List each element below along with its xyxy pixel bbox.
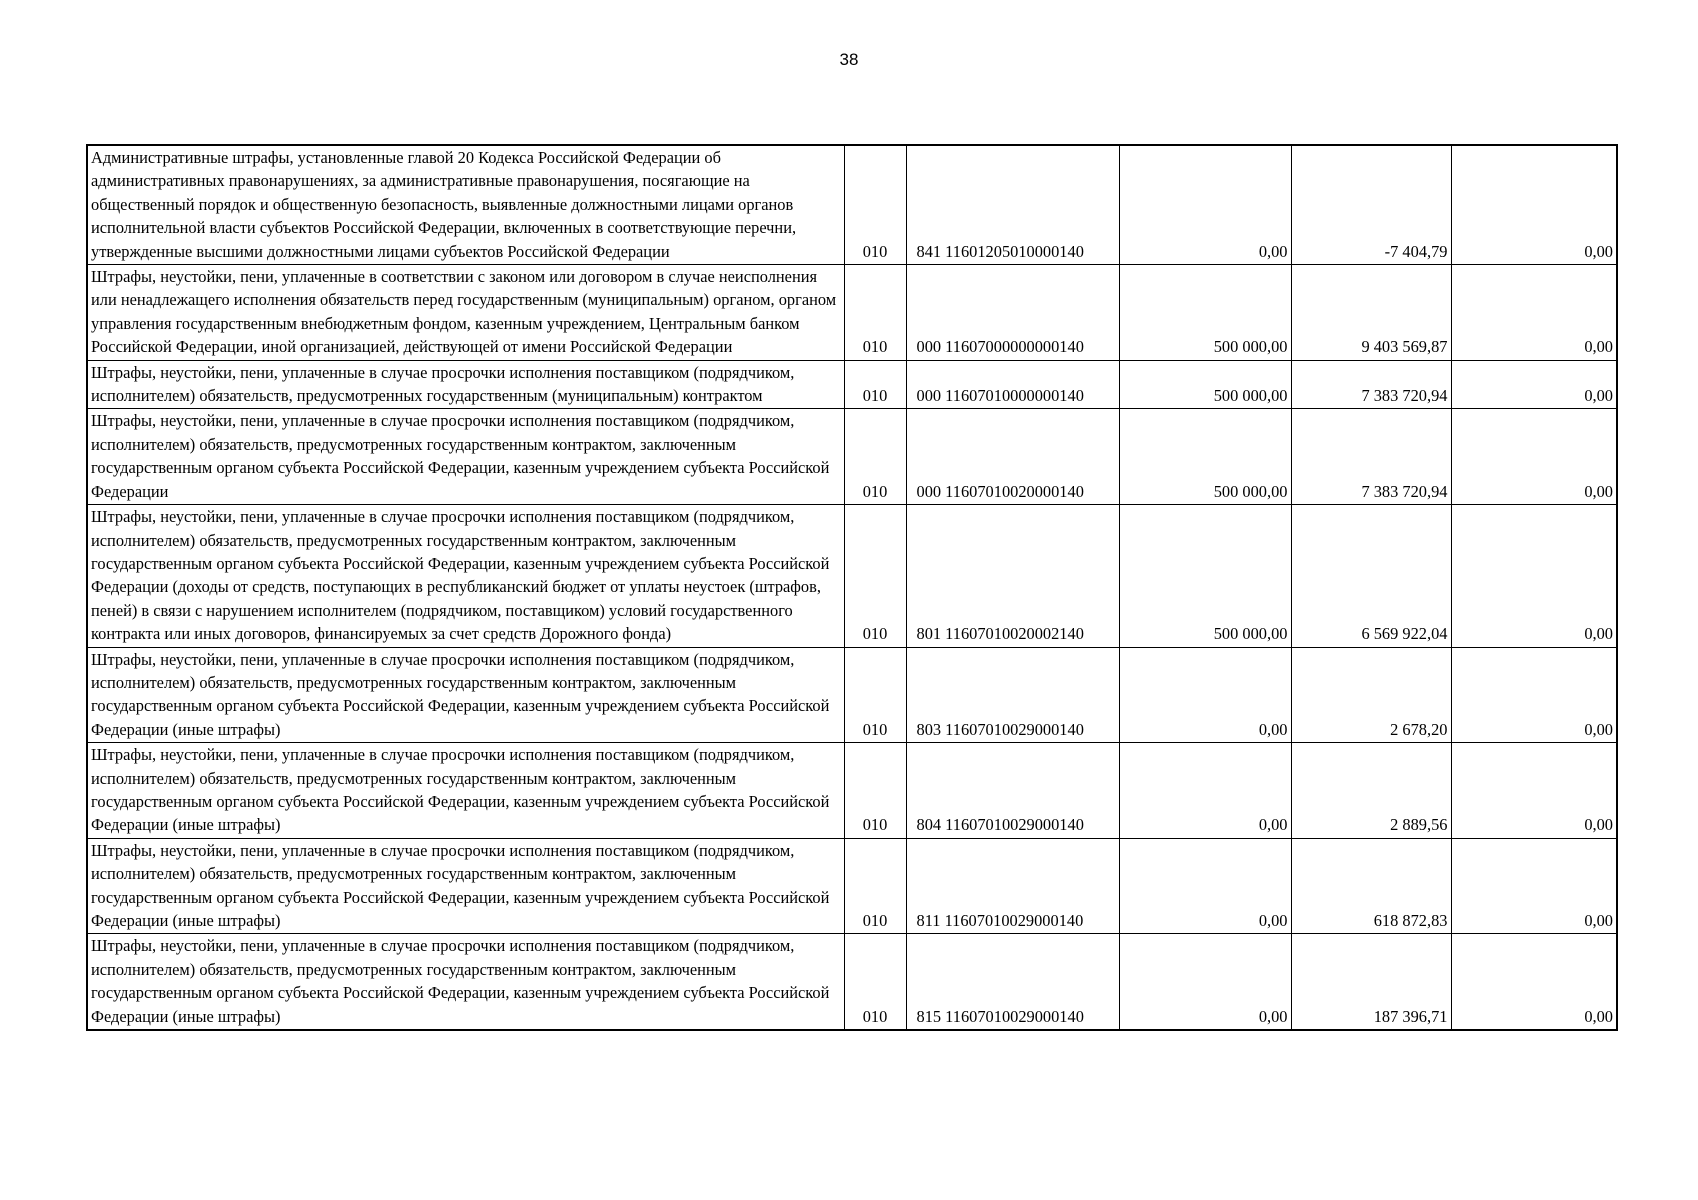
table-row [87, 145, 1617, 265]
table-row [87, 647, 1617, 743]
line-code-cell: 010 [844, 743, 906, 839]
income-code-cell: 000 11607010020000140 [906, 409, 1119, 505]
income-name-cell: Штрафы, неустойки, пени, уплаченные в случае просрочки исполнения поставщиком (подрядчиком, исполнителем) обязательств, предусмотренных государственным контрактом, заключенным государственным органом субъекта Российской Федерации, казенным учреждением субъекта Российской Федерации (иные штрафы) [87, 743, 844, 839]
line-code-cell: 010 [844, 838, 906, 934]
executed-cell: -7 404,79 [1291, 145, 1451, 265]
income-name-cell: Штрафы, неустойки, пени, уплаченные в соответствии с законом или договором в случае неисполнения или ненадлежащего исполнения обязательств перед государственным (муниципальным) органом, органом управления государственным внебюджетным фондом, казенным учреждением, Центральным банком Российской Федерации, иной организацией, действующей от имени Российской Федерации [87, 265, 844, 361]
unexecuted-cell: 0,00 [1451, 409, 1617, 505]
planned-cell: 0,00 [1119, 743, 1291, 839]
executed-cell: 2 889,56 [1291, 743, 1451, 839]
line-code-cell: 010 [844, 934, 906, 1030]
table-row [87, 265, 1617, 361]
income-name-cell: Административные штрафы, установленные главой 20 Кодекса Российской Федерации об административных правонарушениях, за административные правонарушения, посягающие на общественный порядок и общественную безопасность, выявленные должностными лицами органов исполнительной власти субъектов Российской Федерации, включенных в соответствующие перечни, утвержденные высшими должностными лицами субъектов Российской Федерации [87, 145, 844, 265]
planned-cell: 0,00 [1119, 647, 1291, 743]
planned-cell: 500 000,00 [1119, 505, 1291, 647]
income-code-cell: 811 11607010029000140 [906, 838, 1119, 934]
income-code-cell: 815 11607010029000140 [906, 934, 1119, 1030]
income-table [86, 144, 1618, 1031]
line-code-cell: 010 [844, 360, 906, 409]
income-name-cell: Штрафы, неустойки, пени, уплаченные в случае просрочки исполнения поставщиком (подрядчиком, исполнителем) обязательств, предусмотренных государственным контрактом, заключенным государственным органом субъекта Российской Федерации, казенным учреждением субъекта Российской Федерации (иные штрафы) [87, 647, 844, 743]
table-row [87, 838, 1617, 934]
unexecuted-cell: 0,00 [1451, 145, 1617, 265]
planned-cell: 0,00 [1119, 838, 1291, 934]
line-code-cell: 010 [844, 409, 906, 505]
income-table-body [87, 145, 1617, 1030]
executed-cell: 6 569 922,04 [1291, 505, 1451, 647]
unexecuted-cell: 0,00 [1451, 360, 1617, 409]
executed-cell: 618 872,83 [1291, 838, 1451, 934]
page-number: 38 [839, 50, 859, 69]
unexecuted-cell: 0,00 [1451, 838, 1617, 934]
income-code-cell: 801 11607010020002140 [906, 505, 1119, 647]
line-code-cell: 010 [844, 505, 906, 647]
unexecuted-cell: 0,00 [1451, 505, 1617, 647]
unexecuted-cell: 0,00 [1451, 743, 1617, 839]
income-code-cell: 803 11607010029000140 [906, 647, 1119, 743]
table-row [87, 934, 1617, 1030]
income-code-cell: 000 11607000000000140 [906, 265, 1119, 361]
executed-cell: 9 403 569,87 [1291, 265, 1451, 361]
table-row [87, 505, 1617, 647]
income-code-cell: 000 11607010000000140 [906, 360, 1119, 409]
planned-cell: 500 000,00 [1119, 360, 1291, 409]
income-name-cell: Штрафы, неустойки, пени, уплаченные в случае просрочки исполнения поставщиком (подрядчиком, исполнителем) обязательств, предусмотренных государственным контрактом, заключенным государственным органом субъекта Российской Федерации, казенным учреждением субъекта Российской Федерации (иные штрафы) [87, 934, 844, 1030]
line-code-cell: 010 [844, 145, 906, 265]
income-name-cell: Штрафы, неустойки, пени, уплаченные в случае просрочки исполнения поставщиком (подрядчиком, исполнителем) обязательств, предусмотренных государственным контрактом, заключенным государственным органом субъекта Российской Федерации, казенным учреждением субъекта Российской Федерации [87, 409, 844, 505]
planned-cell: 500 000,00 [1119, 265, 1291, 361]
income-name-cell: Штрафы, неустойки, пени, уплаченные в случае просрочки исполнения поставщиком (подрядчиком, исполнителем) обязательств, предусмотренных государственным (муниципальным) контрактом [87, 360, 844, 409]
income-name-cell: Штрафы, неустойки, пени, уплаченные в случае просрочки исполнения поставщиком (подрядчиком, исполнителем) обязательств, предусмотренных государственным контрактом, заключенным государственным органом субъекта Российской Федерации, казенным учреждением субъекта Российской Федерации (иные штрафы) [87, 838, 844, 934]
unexecuted-cell: 0,00 [1451, 647, 1617, 743]
table-row [87, 743, 1617, 839]
planned-cell: 500 000,00 [1119, 409, 1291, 505]
planned-cell: 0,00 [1119, 934, 1291, 1030]
executed-cell: 7 383 720,94 [1291, 360, 1451, 409]
table-row [87, 409, 1617, 505]
table-row [87, 360, 1617, 409]
planned-cell: 0,00 [1119, 145, 1291, 265]
income-code-cell: 841 11601205010000140 [906, 145, 1119, 265]
income-name-cell: Штрафы, неустойки, пени, уплаченные в случае просрочки исполнения поставщиком (подрядчиком, исполнителем) обязательств, предусмотренных государственным контрактом, заключенным государственным органом субъекта Российской Федерации, казенным учреждением субъекта Российской Федерации (доходы от средств, поступающих в республиканский бюджет от уплаты неустоек (штрафов, пеней) в связи с нарушением исполнителем (подрядчиком, поставщиком) условий государственного контракта или иных договоров, финансируемых за счет средств Дорожного фонда) [87, 505, 844, 647]
unexecuted-cell: 0,00 [1451, 934, 1617, 1030]
income-code-cell: 804 11607010029000140 [906, 743, 1119, 839]
line-code-cell: 010 [844, 647, 906, 743]
executed-cell: 187 396,71 [1291, 934, 1451, 1030]
unexecuted-cell: 0,00 [1451, 265, 1617, 361]
executed-cell: 2 678,20 [1291, 647, 1451, 743]
executed-cell: 7 383 720,94 [1291, 409, 1451, 505]
line-code-cell: 010 [844, 265, 906, 361]
